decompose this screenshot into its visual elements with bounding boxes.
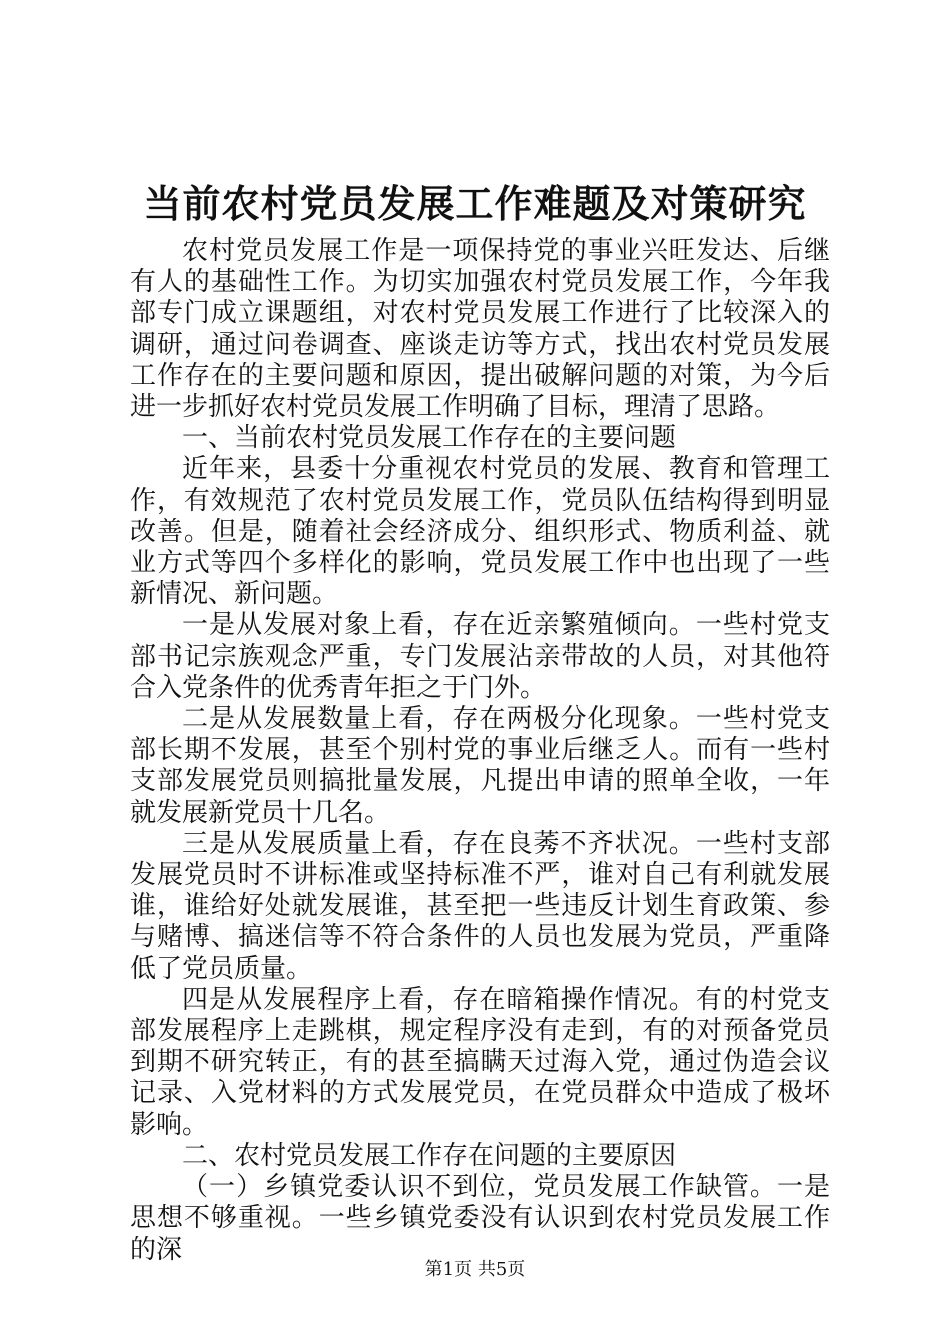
intro-paragraph: 农村党员发展工作是一项保持党的事业兴旺发达、后继有人的基础性工作。为切实加强农村党员发展工作，今年我部专门成立课题组，对农村党员发展工作进行了比较深入的调研，通过问卷调查、座谈走访等方式，找出农村党员发展工作存在的主要问题和原因，提出破解问题的对策，为今后进一步抓好农村党员发展工作明确了目标，理清了思路。 <box>130 236 830 423</box>
body-paragraph: 近年来，县委十分重视农村党员的发展、教育和管理工作，有效规范了农村党员发展工作，党员队伍结构得到明显改善。但是，随着社会经济成分、组织形式、物质利益、就业方式等四个多样化的影响，党员发展工作中也出现了一些新情况、新问题。 <box>130 454 830 610</box>
document-body <box>130 236 830 1266</box>
body-paragraph: 二是从发展数量上看，存在两极分化现象。一些村党支部长期不发展，甚至个别村党的事业后继乏人。而有一些村支部发展党员则搞批量发展，凡提出申请的照单全收，一年就发展新党员十几名。 <box>130 704 830 828</box>
body-paragraph: （一）乡镇党委认识不到位，党员发展工作缺管。一是思想不够重视。一些乡镇党委没有认识到农村党员发展工作的深 <box>130 1172 830 1265</box>
body-paragraph: 三是从发展质量上看，存在良莠不齐状况。一些村支部发展党员时不讲标准或坚持标准不严，谁对自己有利就发展谁，谁给好处就发展谁，甚至把一些违反计划生育政策、参与赌博、搞迷信等不符合条件的人员也发展为党员，严重降低了党员质量。 <box>130 828 830 984</box>
body-paragraph: 一是从发展对象上看，存在近亲繁殖倾向。一些村党支部书记宗族观念严重，专门发展沾亲带故的人员，对其他符合入党条件的优秀青年拒之于门外。 <box>130 610 830 703</box>
page-number-footer: 第1页 共5页 <box>424 1259 526 1280</box>
section-heading-2: 二、农村党员发展工作存在问题的主要原因 <box>182 1140 677 1171</box>
body-paragraph: 四是从发展程序上看，存在暗箱操作情况。有的村党支部发展程序上走跳棋，规定程序没有走到，有的对预备党员到期不研究转正，有的甚至搞瞒天过海入党，通过伪造会议记录、入党材料的方式发展党员，在党员群众中造成了极坏影响。 <box>130 984 830 1140</box>
section-heading-1: 一、当前农村党员发展工作存在的主要问题 <box>182 423 677 454</box>
document-title: 当前农村党员发展工作难题及对策研究 <box>143 181 807 226</box>
